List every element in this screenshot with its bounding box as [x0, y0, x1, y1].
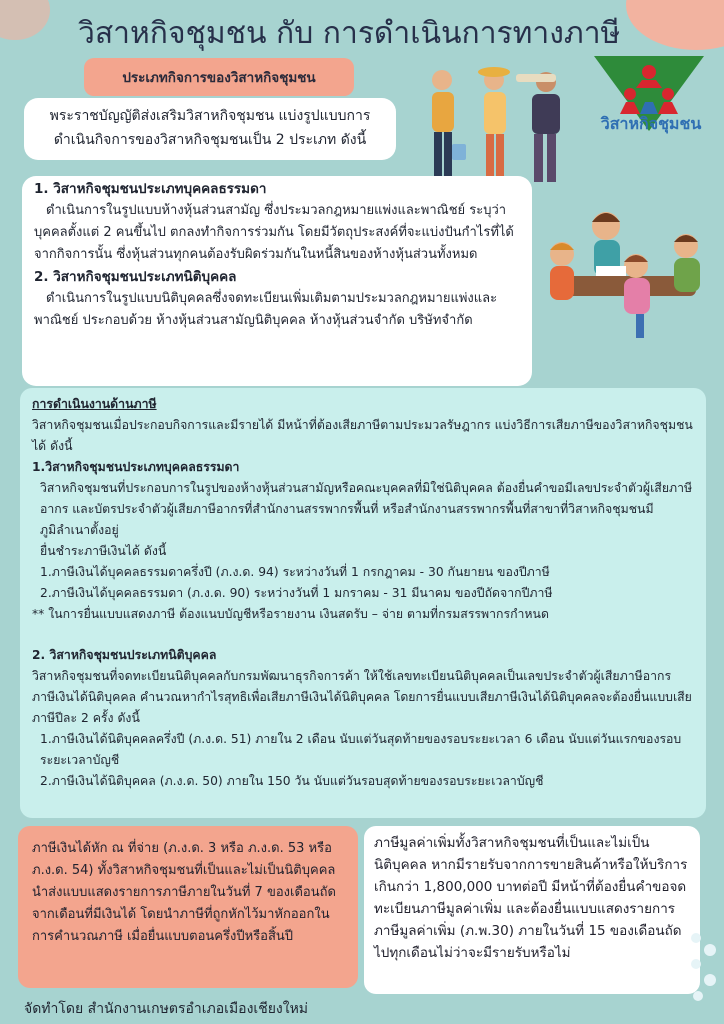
tax-part1-item1: 1.ภาษีเงินได้บุคคลธรรมดาครึ่งปี (ภ.ง.ด. 94) ระหว่างวันที่ 1 กรกฎาคม - 30 กันยายน ของปีภาษี — [40, 565, 550, 579]
logo-person-top-head — [642, 65, 656, 79]
section-tag: ประเภทกิจการของวิสาหกิจชุมชน — [84, 58, 354, 96]
tax-part1-heading: 1.วิสาหกิจชุมชนประเภทบุคคลธรรมดา — [32, 460, 240, 474]
decor-blob-top-left — [0, 0, 50, 40]
vat-box — [364, 826, 700, 994]
intro-box — [24, 98, 396, 160]
type1-heading: 1. วิสาหกิจชุมชนประเภทบุคคลธรรมดา — [34, 181, 267, 197]
tax-part2-item2: 2.ภาษีเงินได้นิติบุคคล (ภ.ง.ด. 50) ภายใน 150 วัน นับแต่วันรอบสุดท้ายของรอบระยะเวลาบัญชี — [40, 774, 544, 788]
logo-person-left-head — [624, 88, 636, 100]
kids-studying-illustration — [536, 196, 716, 346]
enterprise-types-box — [22, 176, 532, 386]
logo-person-right-head — [662, 88, 674, 100]
tax-part1-body: วิสาหกิจชุมชนที่ประกอบการในรูปของห้างหุ้นส่วนสามัญหรือคณะบุคคลที่มิใช่นิติบุคคล ต้องยื่นคำขอมีเลขประจำตัวผู้เสียภาษีอากร และบัตรประจำตัวผู้เสียภาษีอากรที่สำนักงานสรรพากรพื้นที่ หรือสำนักงานสรรพากรพื้นที่สาขาที่วิสาหกิจชุมชนมีภูมิลำเนาตั้งอยู่ — [40, 481, 693, 537]
tax-part2-heading: 2. วิสาหกิจชุมชนประเภทนิติบุคคล — [32, 648, 217, 662]
tax-operations-box — [20, 388, 706, 818]
tax-intro: วิสาหกิจชุมชนเมื่อประกอบกิจการและมีรายได้ มีหน้าที่ต้องเสียภาษีตามประมวลรัษฎากร แบ่งวิธีการเสียภาษีของวิสาหกิจชุมชนได้ ดังนี้ — [32, 418, 693, 453]
tax-part2-item1: 1.ภาษีเงินได้นิติบุคคลครึ่งปี (ภ.ง.ด. 51) ภายใน 2 เดือน นับแต่วันสุดท้ายของรอบระยะเวลา 6 เดือน นับแต่วันแรกของรอบระยะเวลาบัญชี — [40, 732, 682, 767]
withholding-line-1: ภาษีเงินได้หัก ณ ที่จ่าย (ภ.ง.ด. 3 หรือ ภ.ง.ด. 53 หรือ ภ.ง.ด. 54) ทั้งวิสาหกิจชุมชนที่เป็นและไม่เป็นนิติบุคคล นำส่งแบบแสดงรายการภาษีภายในวันที่ 7 ของเดือนถัด — [32, 841, 336, 900]
type1-body: ดำเนินการในรูปแบบห้างหุ้นส่วนสามัญ ซึ่งประมวลกฎหมายแพ่งและพาณิชย์ ระบุว่าบุคคลตั้งแต่ 2 คนขึ้นไป ตกลงทำกิจการร่วมกัน โดยมีวัตถุประสงค์ที่จะแบ่งปันกำไรที่ได้จากกิจการนั้น ซึ่งหุ้นส่วนทุกคนต้องรับผิดร่วมกันในหนี้สินของห้างหุ้นส่วนทั้งหมด — [34, 203, 514, 262]
footer-credit: จัดทำโดย สำนักงานเกษตรอำเภอเมืองเชียงใหม่ — [24, 1001, 309, 1017]
intro-line-2: ดำเนินกิจการของวิสาหกิจชุมชนเป็น 2 ประเภท ดังนี้ — [53, 132, 367, 148]
type2-heading: 2. วิสาหกิจชุมชนประเภทนิติบุคคล — [34, 269, 237, 285]
tax-part1-sub: ยื่นชำระภาษีเงินได้ ดังนี้ — [40, 544, 167, 558]
page-title: วิสาหกิจชุมชน กับ การดำเนินการทางภาษี — [78, 16, 621, 51]
withholding-line-2: จากเดือนที่มีเงินได้ โดยนำภาษีที่ถูกหักไว้มาหักออกในการคำนวณภาษี เมื่อยื่นแบบตอนครึ่งปีหรือสิ้นปี — [32, 907, 330, 944]
community-enterprise-logo — [584, 36, 714, 156]
farmers-illustration — [412, 62, 582, 192]
intro-line-1: พระราชบัญญัติส่งเสริมวิสาหกิจชุมชน แบ่งรูปแบบการ — [49, 108, 371, 124]
logo-text: วิสาหกิจชุมชน — [600, 114, 702, 133]
type2-body: ดำเนินการในรูปแบบนิติบุคคลซึ่งจดทะเบียนเพิ่มเติมตามประมวลกฎหมายแพ่งและพาณิชย์ ประกอบด้วย ห้างหุ้นส่วนสามัญนิติบุคคล ห้างหุ้นส่วนจำกัด บริษัทจำกัด — [34, 291, 498, 328]
spacer — [32, 625, 694, 645]
tax-part2-body: วิสาหกิจชุมชนที่จดทะเบียนนิติบุคคลกับกรมพัฒนาธุรกิจการค้า ให้ใช้เลขทะเบียนนิติบุคคลเป็นเลขประจำตัวผู้เสียภาษีอากร ภาษีเงินได้นิติบุคคล คำนวณหากำไรสุทธิเพื่อเสียภาษีเงินได้นิติบุคคล โดยการยื่นแบบเสียภาษีเงินได้นิติบุคคลจะต้องยื่นแบบเสียภาษีปีละ 2 ครั้ง ดังนี้ — [32, 669, 692, 725]
vat-text: ภาษีมูลค่าเพิ่มทั้งวิสาหกิจชุมชนที่เป็นและไม่เป็นนิติบุคคล หากมีรายรับจากการขายสินค้าหรือให้บริการเกินกว่า 1,800,000 บาทต่อปี มีหน้าที่ต้องยื่นคำขอจดทะเบียนภาษีมูลค่าเพิ่ม และต้องยื่นแบบแสดงรายการภาษีมูลค่าเพิ่ม (ภ.พ.30) ภายในวันที่ 15 ของเดือนถัดไปทุกเดือนไม่ว่าจะมีรายรับหรือไม่ — [374, 835, 688, 961]
tax-part1-note: ** ในการยื่นแบบแสดงภาษี ต้องแนบบัญชีหรือรายงาน เงินสดรับ – จ่าย ตามที่กรมสรรพากรกำหนด — [32, 607, 549, 621]
decor-dots — [686, 930, 720, 1010]
tax-heading: การดำเนินงานด้านภาษี — [32, 397, 157, 411]
withholding-tax-box — [18, 826, 358, 988]
tax-part1-item2: 2.ภาษีเงินได้บุคคลธรรมดา (ภ.ง.ด. 90) ระหว่างวันที่ 1 มกราคม - 31 มีนาคม ของปีถัดจากปีภาษี — [40, 586, 553, 600]
